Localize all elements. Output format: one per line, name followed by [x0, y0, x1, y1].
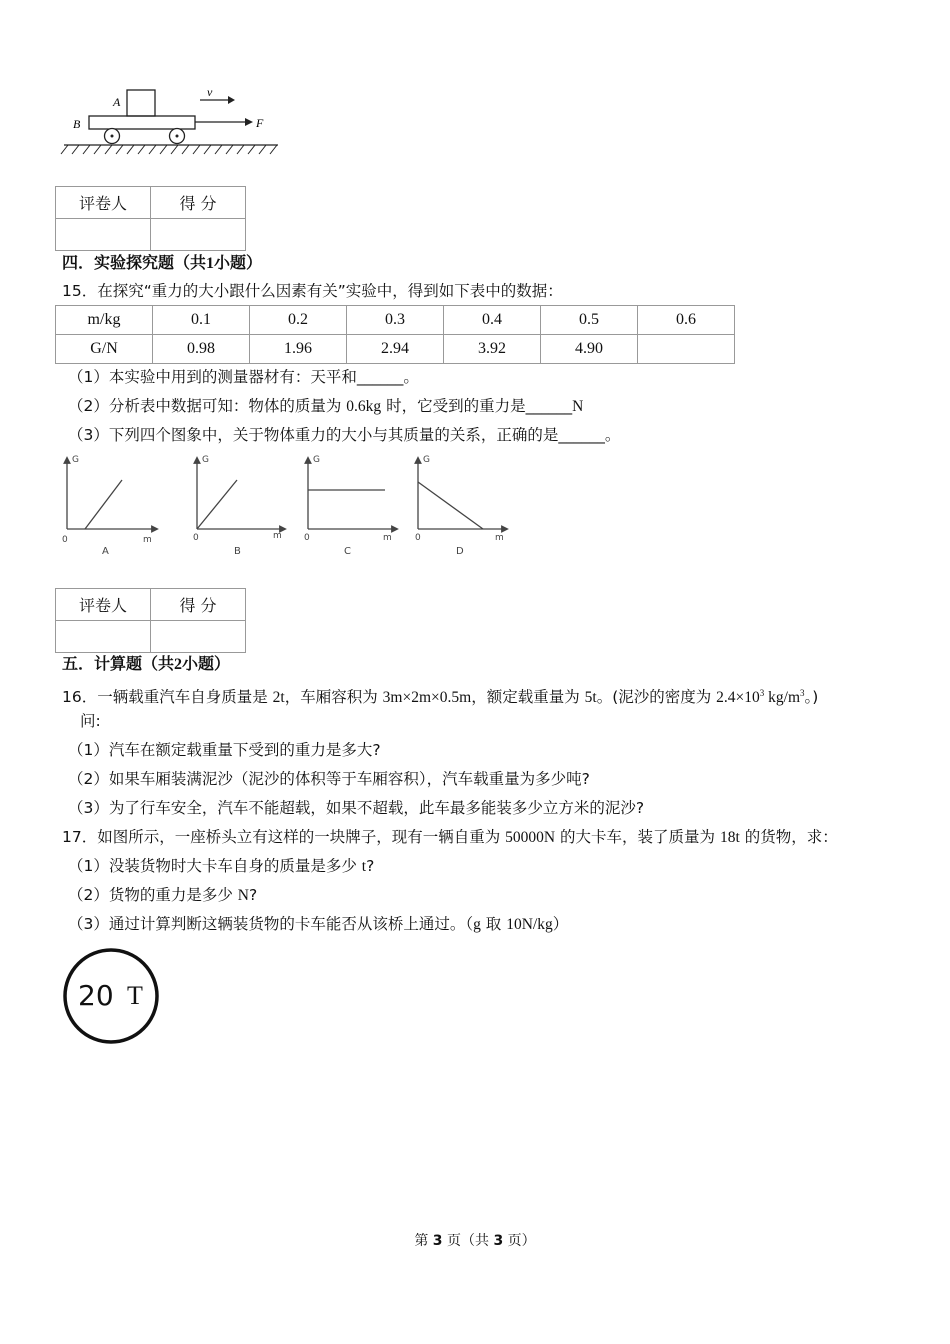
graph-d	[415, 455, 505, 557]
table-row: m/kg 0.1 0.2 0.3 0.4 0.5 0.6	[56, 306, 735, 335]
score-cell[interactable]	[151, 219, 246, 251]
q16-stem: 16．一辆载重汽车自身质量是 2t，车厢容积为 3m×2m×0.5m，额定载重量为 5t。(泥沙的密度为 $2.4\times 10^3$ $kg/m^3$。)	[62, 688, 819, 707]
q15-sub2: （2）分析表中数据可知：物体的质量为 0.6kg 时，它受到的重力是______N	[68, 397, 584, 415]
label-b: B	[73, 117, 81, 131]
block-a	[127, 90, 155, 116]
graph-label-d: D	[456, 546, 464, 557]
answer-blank-cell[interactable]	[638, 335, 735, 364]
graph-b	[193, 455, 283, 557]
q16-sub3: （3）为了行车安全，汽车不能超载，如果不超载，此车最多能装多少立方米的泥沙?	[68, 799, 645, 817]
weight-limit-sign	[60, 946, 164, 1046]
q15-data-table	[55, 305, 735, 364]
q16-sub2: （2）如果车厢装满泥沙（泥沙的体积等于车厢容积），汽车载重量为多少吨?	[68, 770, 590, 788]
svg-text:G: G	[202, 455, 209, 465]
table-row: G/N 0.98 1.96 2.94 3.92 4.90	[56, 335, 735, 364]
score-table-1	[55, 186, 246, 251]
graph-c	[304, 455, 395, 557]
svg-text:G: G	[72, 455, 79, 465]
svg-text:G: G	[313, 455, 320, 465]
svg-text:0: 0	[193, 533, 199, 543]
q16-sub1: （1）汽车在额定载重量下受到的重力是多大?	[68, 741, 381, 759]
svg-text:m: m	[495, 533, 504, 543]
graph-a	[62, 455, 155, 557]
q17-sub2: （2）货物的重力是多少 N?	[68, 886, 258, 904]
label-v: v	[207, 85, 213, 99]
graph-options	[55, 450, 515, 560]
sign-number: 20	[78, 979, 114, 1012]
score-header: 得 分	[151, 187, 246, 219]
section-4-heading: 四．实验探究题（共1小题）	[62, 253, 263, 272]
svg-text:m: m	[273, 531, 282, 541]
score-header: 得 分	[151, 589, 246, 621]
cart-body	[89, 116, 195, 129]
svg-text:m: m	[383, 533, 392, 543]
sign-unit: T	[127, 981, 143, 1010]
svg-text:0: 0	[304, 533, 310, 543]
q15-sub1: （1）本实验中用到的测量器材有：天平和______。	[68, 368, 419, 386]
svg-text:m: m	[143, 535, 152, 545]
q17-sub1: （1）没装货物时大卡车自身的质量是多少 t?	[68, 857, 375, 875]
svg-text:G: G	[423, 455, 430, 465]
grader-header: 评卷人	[56, 187, 151, 219]
label-a: A	[113, 95, 121, 109]
graph-label-b: B	[234, 546, 241, 557]
graph-label-a: A	[102, 546, 109, 557]
q17-stem: 17．如图所示，一座桥头立有这样的一块牌子，现有一辆自重为 50000N 的大卡车，装了质量为 18t 的货物，求：	[62, 828, 838, 846]
grader-cell[interactable]	[56, 621, 151, 653]
svg-text:0: 0	[415, 533, 421, 543]
cart-force-diagram	[60, 82, 285, 160]
grader-header: 评卷人	[56, 589, 151, 621]
score-cell[interactable]	[151, 621, 246, 653]
q17-sub3: （3）通过计算判断这辆装货物的卡车能否从该桥上通过。（g 取 10N/kg）	[68, 915, 569, 933]
graph-label-c: C	[344, 546, 351, 557]
section-5-heading: 五．计算题（共2小题）	[62, 654, 231, 673]
grader-cell[interactable]	[56, 219, 151, 251]
score-table-2	[55, 588, 246, 653]
q15-intro: 15．在探究“重力的大小跟什么因素有关”实验中，得到如下表中的数据：	[62, 282, 563, 300]
page-footer: 第 3 页（共 3 页）	[414, 1233, 536, 1249]
svg-text:0: 0	[62, 535, 68, 545]
label-f: F	[256, 116, 264, 130]
q16-ask: 问:	[80, 712, 101, 730]
q15-sub3: （3）下列四个图象中，关于物体重力的大小与其质量的关系，正确的是______。	[68, 426, 621, 444]
